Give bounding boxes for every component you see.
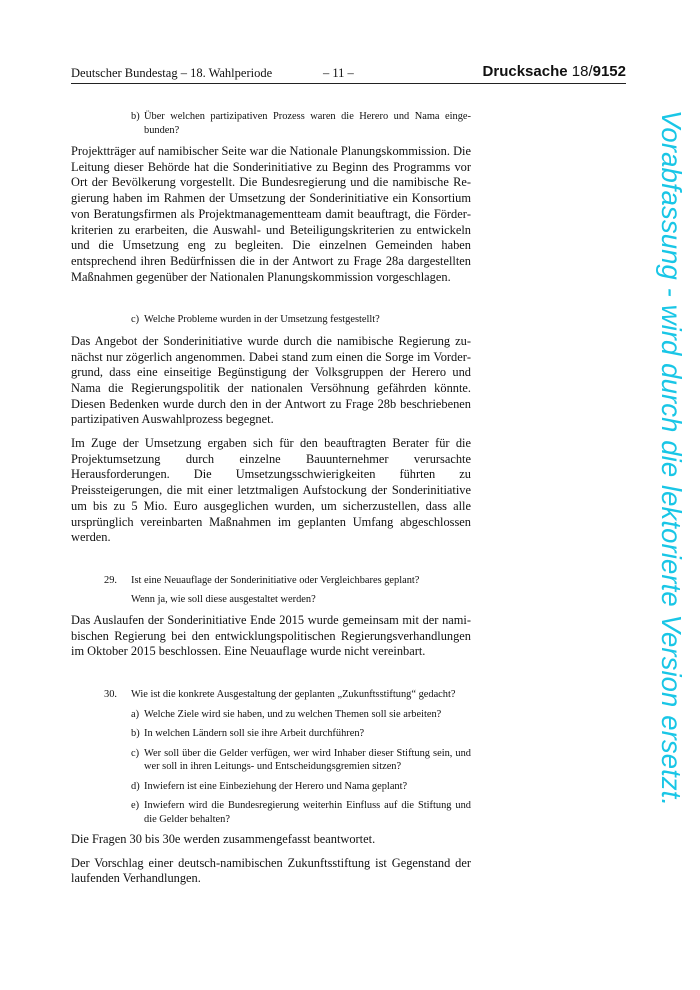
- question-28c: [131, 313, 471, 327]
- question-30c: [131, 747, 471, 774]
- question-29: [104, 574, 471, 588]
- sub-question-label: e): [131, 800, 140, 812]
- page-number: – 11 –: [323, 66, 354, 80]
- question-30d: [131, 780, 471, 794]
- document-body: [71, 110, 471, 895]
- question-text: Welche Probleme wurden in der Umsetzung festgestellt?: [144, 314, 380, 326]
- sub-question-label: a): [131, 708, 140, 720]
- question-text: Über welchen partizipativen Prozess waren die Herero und Nama eingebunden?: [144, 111, 471, 136]
- question-label: b): [131, 111, 140, 122]
- question-label: c): [131, 314, 140, 326]
- sub-question-text: In welchen Ländern soll sie ihre Arbeit durchführen?: [144, 728, 365, 740]
- answer-paragraph-6: Der Vorschlag einer deutsch-namibischen Zukunftsstiftung ist Gegenstand der laufenden Verhandlungen.: [71, 855, 471, 886]
- question-29-continuation: Wenn ja, wie soll diese ausgestaltet werden?: [131, 594, 316, 606]
- sub-question-text: Wer soll über die Gelder verfügen, wer wird Inhaber dieser Stiftung sein, und wer soll in ihren Leitungs- und Entscheidungsgremien sitzen?: [144, 747, 471, 773]
- answer-paragraph-2: Das Angebot der Sonderinitiative wurde durch die namibische Regierung zunächst nur zögerlich angenommen. Dabei stand zum einen die Sorge im Vordergrund, dass eine einseitige Begünstigung der Volksgruppen der Herero und Nama die Regierungspolitik der nationalen Versöhnung gefährden könnte. Diesen Bedenken wurde durch den in der Antwort zu Frage 28b beschriebenen partizipativen Auswahlprozess begegnet.: [71, 333, 471, 427]
- answer-paragraph-1: Projektträger auf namibischer Seite war die Nationale Planungskommission. Die Leitung dieser Behörde hat die Sonderinitiative zu Beginn des Programms vor Ort der Bevölkerung vorgestellt. Die Bundesregierung und die namibische Regierung haben im Rahmen der Umsetzung der Sonderinitiative ein Konsortium von Beratungsfirmen als Projektmanagementteam damit beauftragt, die Förderkriterien zu erarbeiten, die Auswahl- und Beteiligungskriterien zu entwickeln und die Umsetzung eng zu begleiten. Die einzelnen Gemeinden haben entsprechend ihren Bedürfnissen die in der Antwort zu Frage 28a dargestellten Maßnahmen gegenüber der Nationalen Planungskommission vorgeschlagen.: [71, 144, 471, 284]
- sub-question-label: b): [131, 728, 140, 740]
- question-text: Ist eine Neuauflage der Sonderinitiative oder Vergleichbares geplant?: [131, 574, 420, 586]
- page-header: [71, 63, 626, 84]
- draft-watermark: Vorabfassung - wird durch die lektorierte Version ersetzt.: [656, 110, 687, 807]
- question-30b: [131, 727, 471, 741]
- sub-question-text: Inwiefern ist eine Einbeziehung der Herero und Nama geplant?: [144, 780, 408, 792]
- question-number: 30.: [104, 689, 117, 701]
- sub-question-text: Welche Ziele wird sie haben, und zu welchen Themen soll sie arbeiten?: [144, 708, 442, 720]
- answer-paragraph-4: Das Auslaufen der Sonderinitiative Ende 2015 wurde gemeinsam mit der namibischen Regierung bei den entwicklungspolitischen Regierungsverhandlungen im Oktober 2015 beschlossen. Eine Neuauflage wurde nicht vereinbart.: [71, 612, 471, 659]
- doc-number-prefix: 18/: [571, 63, 593, 80]
- question-30: [104, 688, 471, 702]
- question-number: 29.: [104, 574, 117, 586]
- sub-question-label: c): [131, 747, 140, 759]
- question-text: Wie ist die konkrete Ausgestaltung der geplanten „Zukunftsstiftung“ gedacht?: [131, 689, 456, 701]
- doc-number-suffix: 9152: [592, 63, 626, 80]
- answer-paragraph-3: Im Zuge der Umsetzung ergaben sich für den beauftragten Berater für die Projektumsetzung durch einzelne Bauunternehmer verursachte Herausforderungen. Die Umsetzungsschwierigkeiten führten zu Preissteigerungen, die mit einer letztmaligen Aufstockung der Sonderinitiative um bis zu 5 Mio. Euro ausgeglichen wurden, um sicherzustellen, dass alle ursprünglich vereinbarten Maßnahmen im geplanten Umfang abgeschlossen werden.: [71, 436, 471, 545]
- sub-question-label: d): [131, 780, 140, 792]
- question-30a: [131, 708, 471, 722]
- document-number: [483, 63, 626, 80]
- sub-question-text: Inwiefern wird die Bundesregierung weiterhin Einfluss auf die Stiftung und die Gelder behalten?: [144, 800, 471, 825]
- answer-paragraph-5: Die Fragen 30 bis 30e werden zusammengefasst beantwortet.: [71, 832, 376, 847]
- question-28b: [131, 110, 471, 137]
- parliament-label: Deutscher Bundestag – 18. Wahlperiode: [71, 66, 273, 80]
- question-30e: [131, 799, 471, 826]
- doc-label: Drucksache: [482, 63, 568, 80]
